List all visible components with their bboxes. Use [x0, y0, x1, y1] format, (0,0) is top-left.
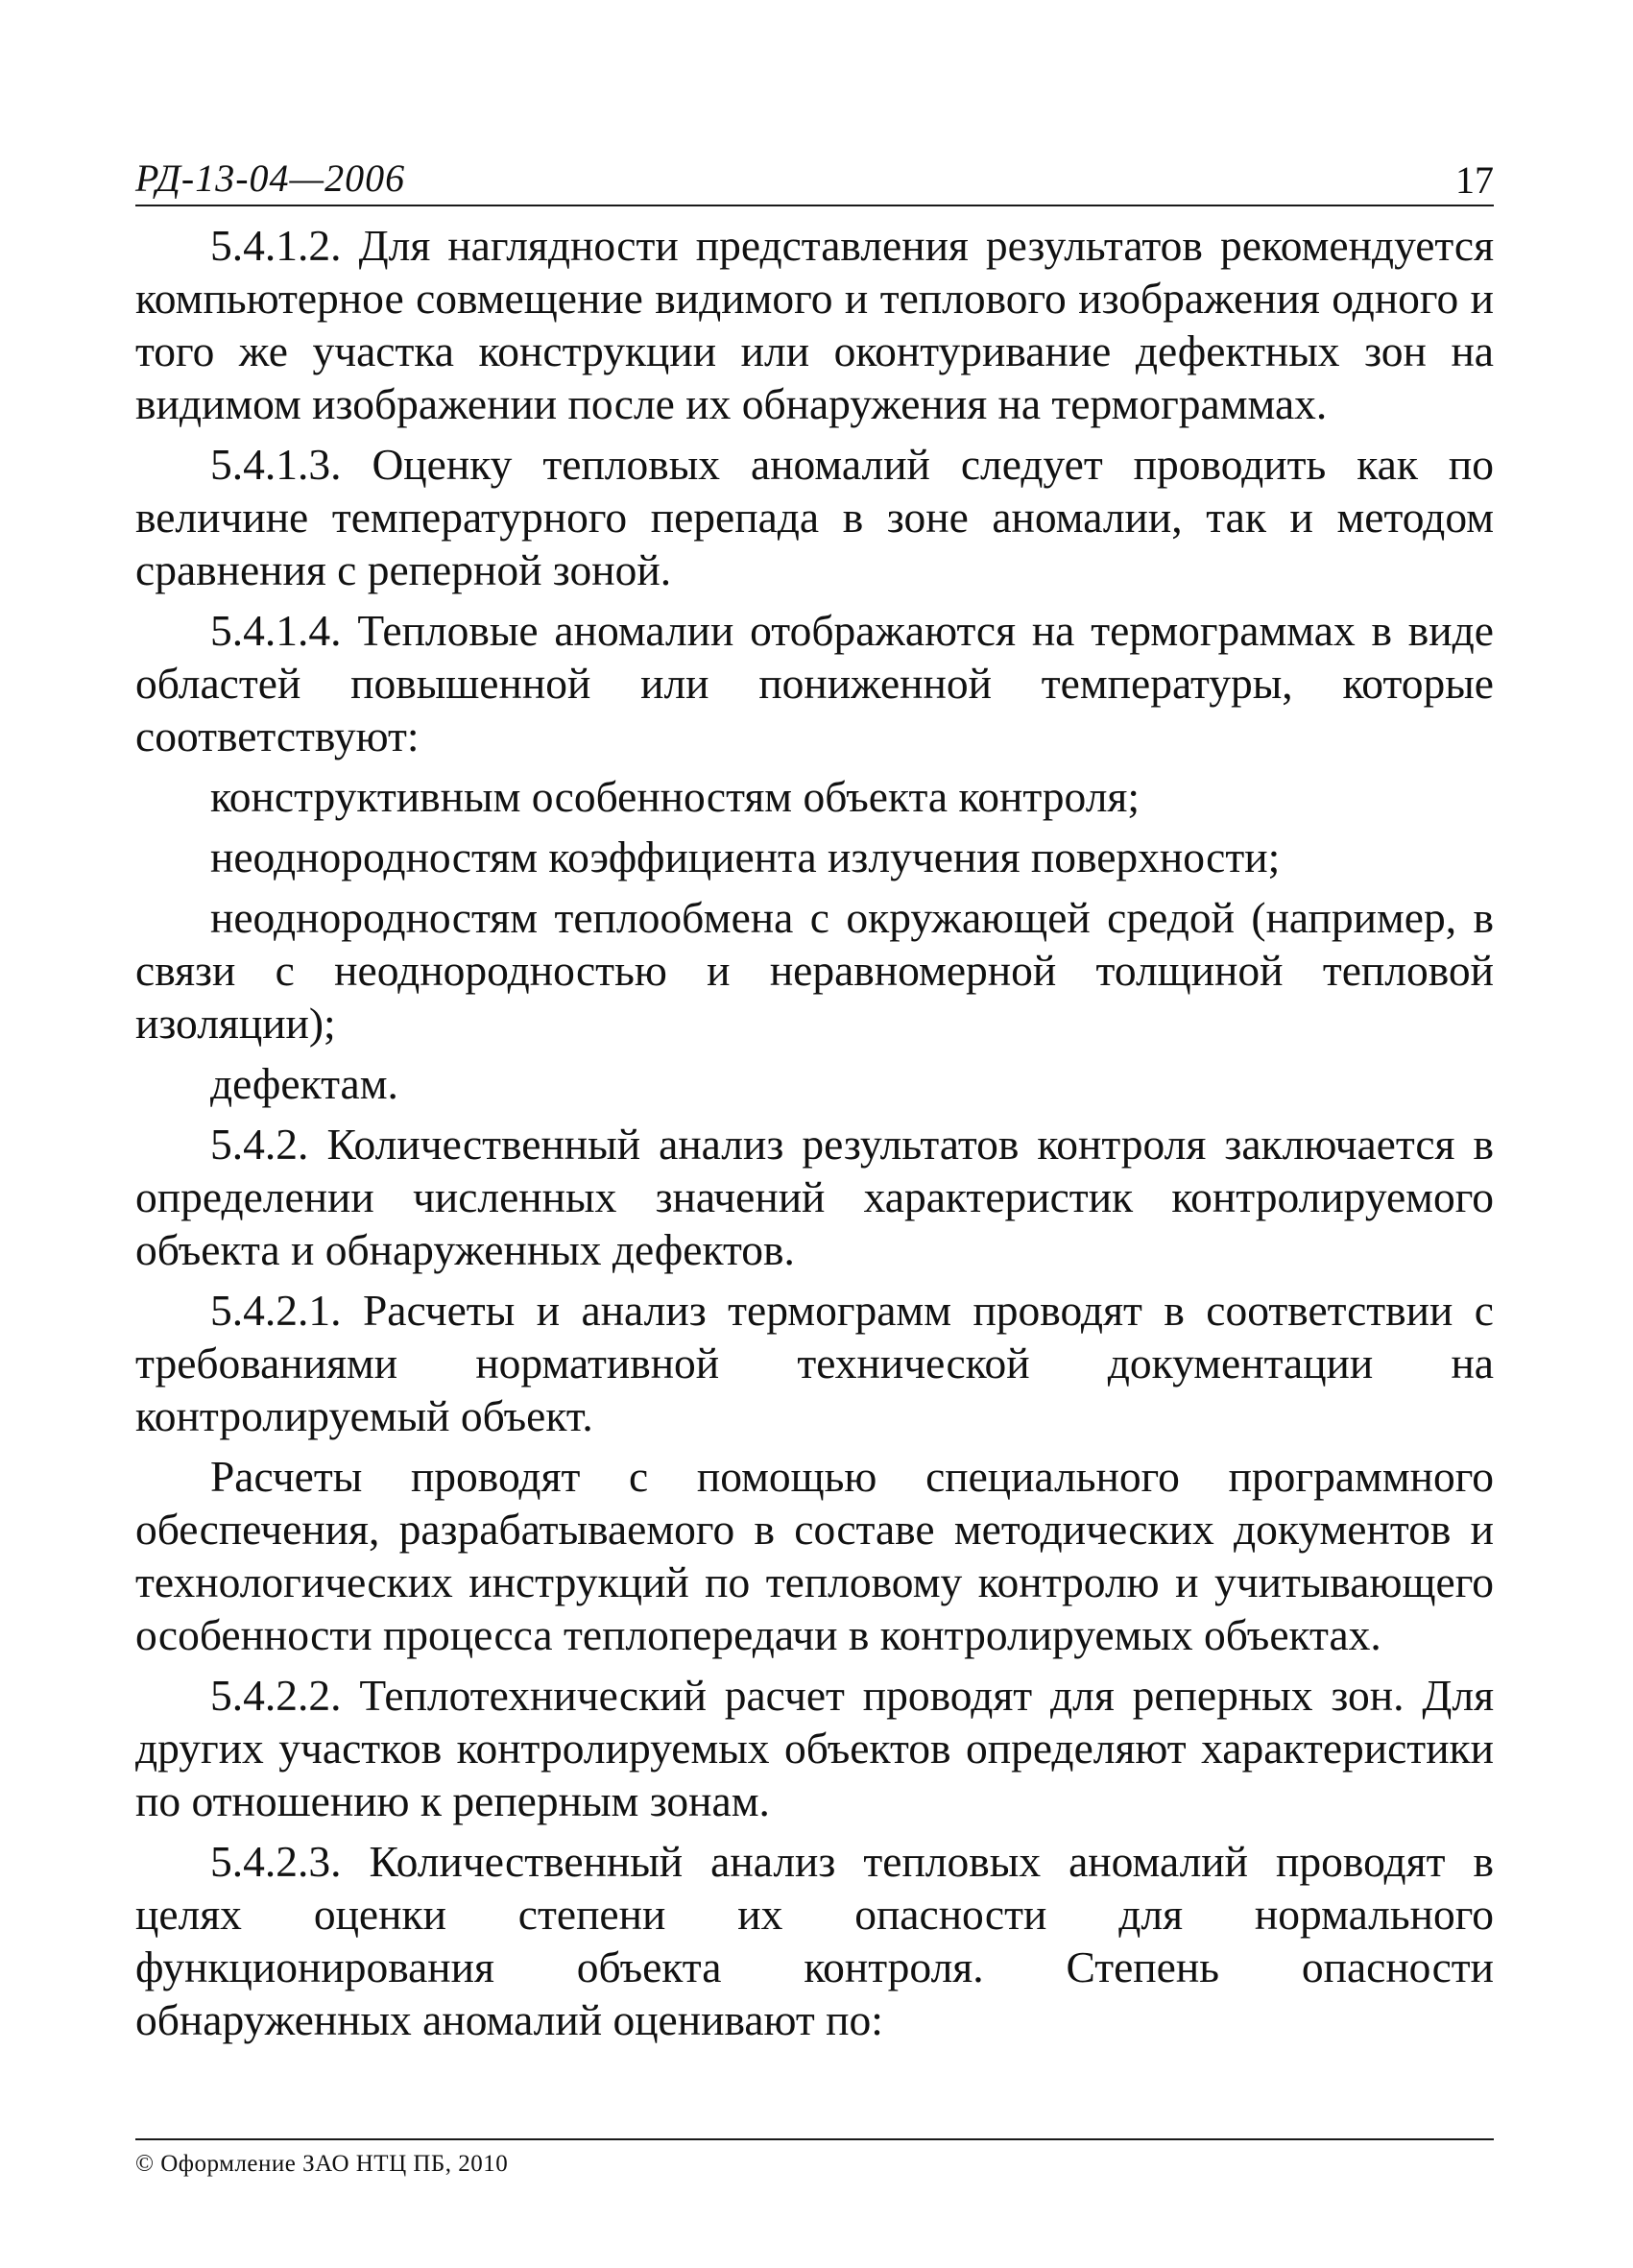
paragraph-5-4-1-2: 5.4.1.2. Для наглядности представления результатов рекомендуется компьютерное совмещение видимого и теплового изображения одного и того же участка конструкции или оконтуривание дефектных зон на видимом изображении после их обнаружения на термограммах.: [135, 221, 1494, 428]
running-header: [135, 154, 1494, 207]
copyright-notice: © Оформление ЗАО НТЦ ПБ, 2010: [135, 2151, 509, 2177]
paragraph-5-4-2-3: 5.4.2.3. Количественный анализ тепловых аномалий проводят в целях оценки степени их опасности для нормального функционирования объекта контроля. Степень опасности обнаруженных аномалий оценивают по:: [135, 1837, 1494, 2044]
list-item: конструктивным особенностям объекта контроля;: [210, 772, 1140, 821]
paragraph-5-4-1-4: 5.4.1.4. Тепловые аномалии отображаются на термограммах в виде областей повышенной или пониженной температуры, которые соответствуют:: [135, 606, 1494, 760]
paragraph-5-4-2-2: 5.4.2.2. Теплотехнический расчет проводят для реперных зон. Для других участков контролируемых объектов определяют характеристики по отношению к реперным зонам.: [135, 1671, 1494, 1825]
paragraph-5-4-2-1: 5.4.2.1. Расчеты и анализ термограмм проводят в соответствии с требованиями нормативной технической документации на контролируемый объект.: [135, 1286, 1494, 1440]
list-item: дефектам.: [210, 1059, 398, 1108]
document-code: РД-13-04—2006: [135, 157, 406, 200]
footer-divider: [135, 2138, 1494, 2140]
list-item: неоднородностям коэффициента излучения поверхности;: [210, 832, 1281, 881]
body-text: [135, 219, 1494, 2054]
list-item: неоднородностям теплообмена с окружающей средой (например, в связи с неоднородностью и неравномерной толщиной тепловой изоляции);: [135, 893, 1494, 1048]
header-divider: [135, 205, 1494, 206]
paragraph-5-4-2: 5.4.2. Количественный анализ результатов контроля заключается в определении численных значений характеристик контролируемого объекта и обнаруженных дефектов.: [135, 1120, 1494, 1274]
paragraph-5-4-1-3: 5.4.1.3. Оценку тепловых аномалий следует проводить как по величине температурного перепада в зоне аномалии, так и методом сравнения с реперной зоной.: [135, 440, 1494, 594]
page-number: 17: [1455, 158, 1494, 202]
paragraph-calculations: Расчеты проводят с помощью специального программного обеспечения, разрабатываемого в составе методических документов и технологических инструкций по тепловому контролю и учитывающего особенности процесса теплопередачи в контролируемых объектах.: [135, 1452, 1494, 1659]
